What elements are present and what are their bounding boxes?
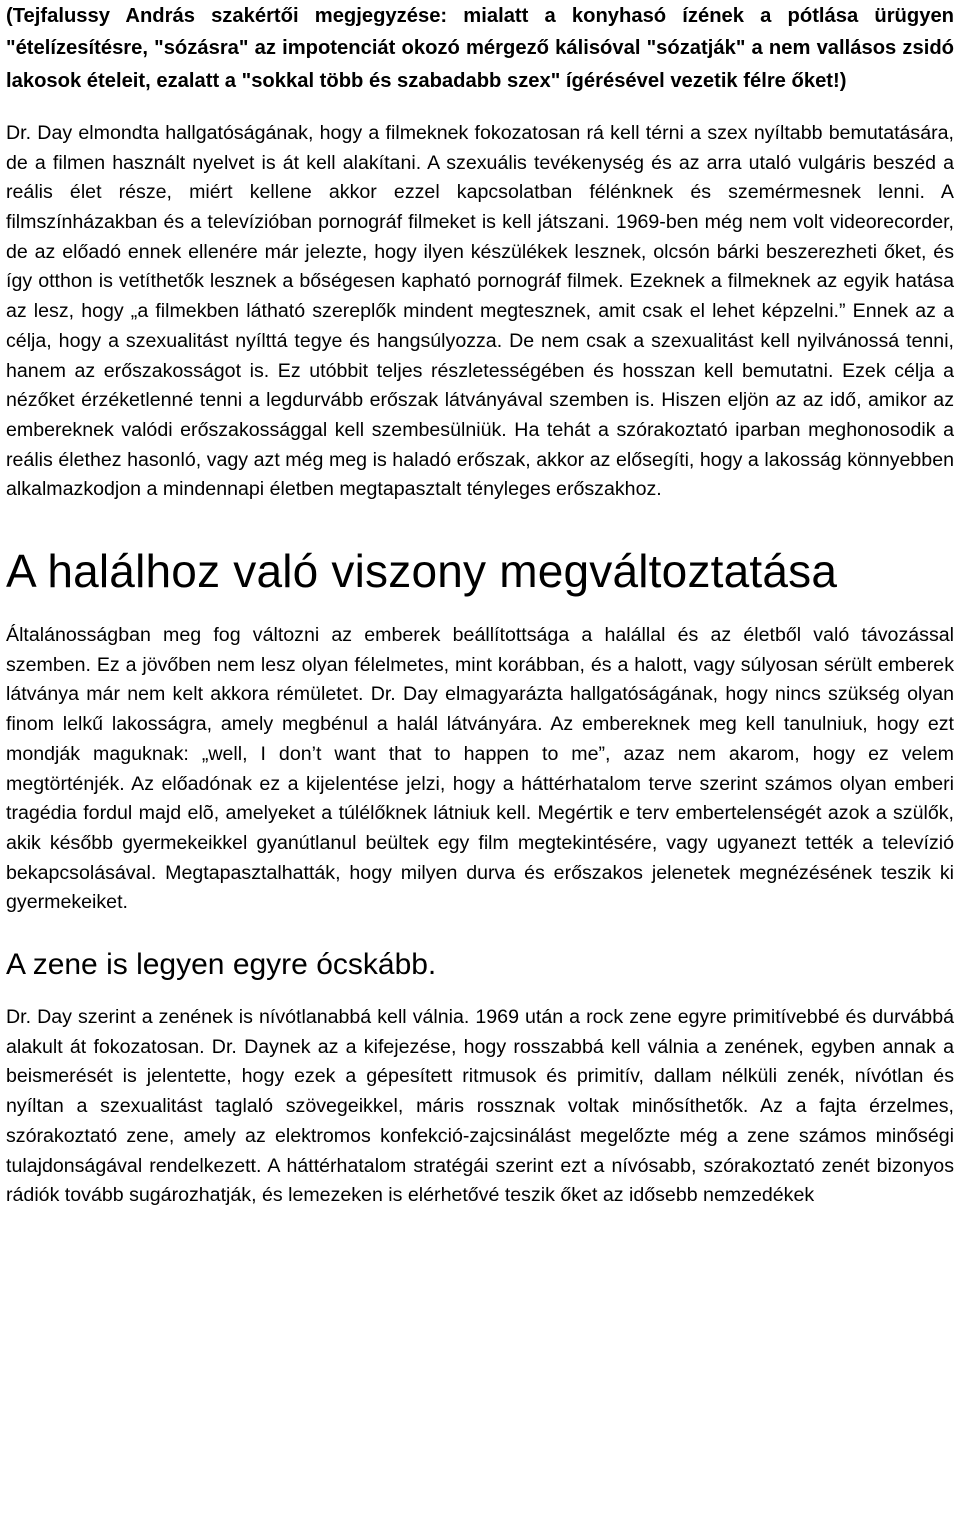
body-paragraph-music: Dr. Day szerint a zenének is nívótlanabbá kell válnia. 1969 után a rock zene egyre primitívebbé és durvábbá alakult át fokozatosan. Dr. Daynek az a kifejezése, hogy rosszabbá kell válnia a zenének, egyben annak a beismerését is jelentette, hogy ezek a gépesített ritmusok és primitív, dallam nélküli zenék, nívótlan és nyíltan a szexualitást taglaló szövegeikkel, máris rossznak voltak minősíthetők. Az a fajta érzelmes, szórakoztató zene, amely az elektromos konfekció-zajcsinálást megelőzte még a zene számos minőségi tulajdonságával rendelkezett. A háttérhatalom stratégái szerint ezt a nívósabb, szórakoztató zenét bizonyos rádiók tovább sugározhatják, és lemezeken is elérhetővé teszik őket az idősebb nemzedékek bbox=[6, 1006, 954, 1207]
section-heading-death: A halálhoz való viszony megváltoztatása bbox=[6, 545, 838, 598]
section-heading-music: A zene is legyen egyre ócskább. bbox=[6, 948, 437, 982]
document-page bbox=[6, 0, 954, 1211]
body-paragraph-death: Általánosságban meg fog változni az emberek beállítottsága a halállal és az életből való távozással szemben. Ez a jövőben nem lesz olyan félelmetes, mint korábban, és a halott, vagy súlyosan sérült emberek látványa már nem kelt akkora rémületet. Dr. Day elmagyarázta hallgatóságának, hogy nincs szükség olyan finom lelkű lakosságra, amely megbénul a halál látványára. Az embereknek meg kell tanulniuk, hogy ezt mondják maguknak: „well, I don’t want that to happen to me”, azaz nem akarom, hogy ez velem megtörténjék. Az előadónak ez a kijelentése jelzi, hogy a háttérhatalom terve szerint számos olyan emberi tragédia fordul majd elõ, amelyeket a túlélőknek látniuk kell. Megértik e terv embertelenségét azok a szülők, akik később gyermekeikkel gyanútlanul beültek egy film megtekintésére, vagy ugyanezt tették a televízió bekapcsolásával. Megtapasztalhatták, hogy milyen durva és erőszakos jelenetek megnézésének teszik ki gyermekeiket. bbox=[6, 624, 954, 914]
editor-note-paragraph: (Tejfalussy András szakértői megjegyzése: mialatt a konyhasó ízének a pótlása ürügyen "ételízesítésre, "sózásra" az impotenciát okozó mérgező kálisóval "sózatják" a nem vallásos zsidó lakosok ételeit, ezalatt a "sokkal több és szabadabb szex" ígérésével vezetik félre őket!) bbox=[6, 5, 954, 92]
body-paragraph-film-sex: Dr. Day elmondta hallgatóságának, hogy a filmeknek fokozatosan rá kell térni a szex nyíltabb bemutatására, de a filmen használt nyelvet is át kell alakítani. A szexuális tevékenység és az arra utaló vulgáris beszéd a reális élet része, miért kellene akkor ezzel kapcsolatban félénknek és szemérmesnek lenni. A filmszínházakban és a televízióban pornográf filmeket is kell játszani. 1969-ben még nem volt videorecorder, de az előadó ennek ellenére már jelezte, hogy ilyen készülékek lesznek, olcsón bárki beszerezheti őket, és így otthon is vetíthetők lesznek a bőségesen kapható pornográf filmek. Ezeknek a filmeknek az egyik hatása az lesz, hogy „a filmekben látható szereplők mindent megtesznek, amit csak el lehet képzelni.” Ennek az a célja, hogy a szexualitást nyílttá tegye és hangsúlyozza. De nem csak a szexualitást kell nyilvánossá tenni, hanem az erőszakosságot is. Ez utóbbit teljes részletességében és hosszan kell bemutatni. Ezek célja a nézőket érzéketlenné tenni a legdurvább erőszak látványával szemben is. Hiszen eljön az az idő, amikor az embereknek valódi erőszakossággal kell szembesülniük. Ha tehát a szórakoztató iparban meghonosodik a reális élethez hasonló, vagy azt még meg is haladó erőszak, akkor az elősegíti, hogy a lakosság könnyebben alkalmazkodjon a mindennapi életben megtapasztalt tényleges erőszakhoz. bbox=[6, 121, 954, 501]
